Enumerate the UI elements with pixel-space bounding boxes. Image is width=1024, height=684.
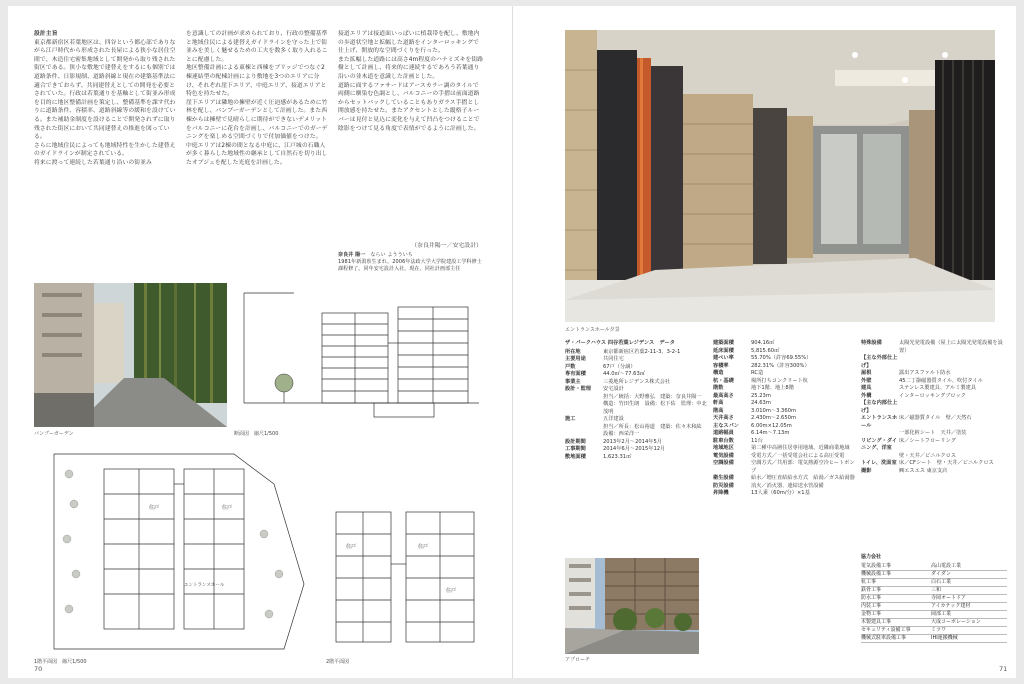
data-row-key: 延床面積	[713, 347, 734, 354]
cooperating-companies	[861, 554, 1007, 643]
data-row-key: 軒高	[713, 400, 724, 406]
page-number-left: 70	[34, 665, 43, 673]
data-row-key: 容積率	[713, 362, 729, 369]
data-row-value: RC造	[751, 370, 764, 376]
data-row-value: 6.00m×12.05m	[751, 422, 792, 429]
data-row-value: 904.16㎡	[751, 340, 775, 346]
data-row	[713, 460, 855, 475]
author-bio-text: 1981年新潟県生まれ。2006年法政大学大学院建設工学科修士課程修了。同年安宅設計入社。現在、同社計画部主任	[338, 259, 482, 272]
coop-trade: 機械式駐車設備工事	[861, 635, 907, 641]
coop-title: 協力会社	[861, 554, 882, 560]
plan2-label-3: 住戸	[446, 588, 457, 594]
coop-trade: 木製建具工事	[861, 619, 892, 625]
data-row-value	[899, 355, 1007, 370]
photo-caption-bamboo: バンブーガーデン	[34, 431, 74, 437]
data-row-key: 空調設備	[713, 460, 734, 466]
plan2-label-1: 住戸	[346, 544, 357, 550]
data-row-key: 特殊設備	[861, 340, 882, 346]
data-row-value: 25.23m	[751, 392, 771, 399]
data-row-value: 第二種中高層住居専用地域、近隣商業地域	[751, 445, 850, 451]
data-row	[565, 356, 707, 364]
coop-row	[861, 611, 1007, 619]
data-row-value: 五洋建設	[603, 416, 624, 422]
data-row-key: 建具	[861, 385, 872, 391]
second-floor-plan	[326, 504, 486, 652]
data-row-value: 共同住宅	[603, 356, 624, 362]
coop-row	[861, 603, 1007, 611]
data-row	[565, 371, 707, 379]
data-row	[861, 393, 1007, 401]
data-row	[861, 430, 1007, 438]
approach-photo-caption: アプローチ	[565, 657, 591, 663]
data-row-value: 給水／増圧直結給水方式 給湯／ガス給湯器	[751, 475, 855, 481]
data-row-value: 6.14m〜7.13m	[751, 430, 790, 436]
data-row-value: 2013年2月〜2014年5月	[603, 438, 662, 445]
data-row-value: 床／CFシート 壁・天井／ビニルクロス	[899, 460, 994, 466]
data-row	[713, 483, 855, 491]
data-row-key: 駐車台数	[713, 437, 734, 444]
magazine-spread	[8, 6, 1016, 678]
entrance-hall-photo	[565, 30, 995, 322]
text-column-2	[186, 30, 328, 168]
data-row-key: 主要用途	[565, 356, 586, 362]
coop-company: 大成コーポレーション	[931, 619, 981, 625]
data-row-value: 安宅設計	[603, 386, 624, 392]
coop-row	[861, 635, 1007, 643]
data-row-value: 構造：竹田生朗 設備：松下佑 監理：中北茂明	[603, 401, 707, 415]
data-row-value: 11台	[751, 437, 763, 444]
data-row	[713, 430, 855, 438]
author-signature: （奈良井陽一／安宅設計）	[411, 243, 482, 249]
data-row-value: 55.70%（許容69.55%）	[751, 355, 812, 361]
data-row	[713, 363, 855, 371]
right-page	[512, 6, 1016, 678]
data-row-value: 消火／消火器、連結送水管設備	[751, 482, 824, 489]
author-name: 奈良井 陽一	[338, 252, 366, 258]
coop-company: 寺岡オートドア	[931, 595, 966, 601]
coop-trade: 機械設備工事	[861, 571, 892, 577]
coop-trade: 金物工事	[861, 611, 882, 617]
data-row-key: 工事期間	[565, 446, 586, 452]
data-row	[713, 340, 855, 348]
data-row-key: 所在地	[565, 348, 581, 355]
data-row	[861, 340, 1007, 355]
coop-row	[861, 619, 1007, 627]
data-row-key	[861, 453, 899, 461]
data-row-value: 担当／所長：松山裕道 建築：佐々木和紘 設備：西栄洋一	[603, 423, 707, 437]
coop-trade: 鉄骨工事	[861, 587, 882, 593]
data-row-value: 東京都新宿区若葉2-11-3、3-2-1	[603, 348, 681, 355]
data-row	[861, 355, 1007, 370]
coop-row	[861, 595, 1007, 603]
data-row	[861, 468, 1007, 476]
data-row	[565, 394, 707, 402]
coop-row	[861, 579, 1007, 587]
data-row-value: 282.31%（許容300%）	[751, 362, 810, 369]
data-row-key: 最高高さ	[713, 392, 734, 399]
data-row-key: 主なスパン	[713, 422, 739, 429]
data-row-key: 天井高さ	[713, 415, 734, 421]
text-column-3	[338, 30, 484, 133]
data-row-key	[565, 401, 603, 416]
data-row	[861, 415, 1007, 430]
data-row	[713, 453, 855, 461]
data-row	[713, 415, 855, 423]
data-row-key	[565, 394, 603, 402]
coop-row	[861, 587, 1007, 595]
data-row	[861, 400, 1007, 415]
section-drawing	[234, 283, 486, 427]
data-row	[565, 379, 707, 387]
data-row-key	[861, 430, 899, 438]
data-row-value: ステンレス製建具、アルミ製建具	[899, 385, 976, 391]
data-row-key: 施工	[565, 416, 576, 422]
second-floor-plan-caption: 2階平面図	[326, 659, 350, 665]
data-row-key: 電気設備	[713, 452, 734, 459]
data-row	[861, 438, 1007, 453]
data-row-value: 3.010m〜3.360m	[751, 407, 796, 414]
coop-company: 岡部工業	[931, 611, 952, 617]
project-data-col-3	[861, 340, 1007, 475]
data-row-value: 67戸（分譲）	[603, 363, 636, 370]
data-row	[713, 348, 855, 356]
data-row-value: 地下1階、地上8階	[751, 385, 794, 391]
data-row	[713, 408, 855, 416]
data-row	[861, 378, 1007, 386]
data-row	[713, 400, 855, 408]
hero-photo-caption: エントランスホール夕景	[565, 327, 620, 333]
coop-trade: 防水工事	[861, 595, 882, 601]
data-row-key: 【主な外部仕上げ】	[861, 355, 898, 369]
coop-company: 白石工業	[931, 579, 952, 585]
data-row-value: 三菱地所レジデンス株式会社	[603, 378, 671, 385]
data-row	[565, 401, 707, 416]
data-row-value: 場所打ちコンクリート杭	[751, 377, 808, 384]
data-row-key: 敷地面積	[565, 453, 586, 460]
left-page	[8, 6, 508, 678]
section-heading: 設計主旨	[34, 31, 58, 37]
data-row	[713, 423, 855, 431]
coop-company: 三和	[931, 587, 942, 593]
data-row-key: 防災設備	[713, 482, 734, 489]
text-column-1	[34, 30, 176, 168]
data-row-value: 一部化粧シート 天井／塗装	[899, 430, 967, 436]
data-row	[713, 445, 855, 453]
coop-row	[861, 563, 1007, 571]
plan1-label-2: 住戸	[222, 505, 233, 511]
data-row-key: 衛生設備	[713, 475, 734, 481]
data-row-key: 階高	[713, 407, 724, 414]
data-row-key: 階数	[713, 385, 724, 391]
coop-trade: 電気設備工事	[861, 563, 892, 569]
data-row-value: 太陽光発電設備（屋上に太陽光発電設備を設置）	[899, 340, 1003, 354]
first-floor-plan-caption: 1階平面図 縮尺1/500	[34, 659, 87, 665]
approach-photo	[565, 558, 699, 654]
page-number-right: 71	[999, 665, 1008, 673]
data-row	[713, 370, 855, 378]
body-text-2: を意識しての計画が求められており、行政の整備基準と地域住民による建替えガイドラインを守った上で街並みを美しく魅せるための工夫を数多く取り入れることに配慮した。 地区整備計画による東棟と西棟をブリッジでつなぐ2棟連結型の配棟計画により敷地を3つのエリアに分け、それぞれ崖下エリア、中庭エリア、接道エリアと特色を持たせた。 崖下エリアは隣地の擁壁が近く圧迫感があるために竹林を配し、バンブーガーデンとして計画した。また西棟からは擁壁で見晴らしに期待ができないデメリットをバルコニーに花台を計画し、バルコニーでのガーデニングを楽しめる空間づくりで付加価値をつけた。 中庭エリアは2棟の間となる中庭に、江戸城の石職人が多く暮らした地域性の継承として自然石を切り出したオブジェを配した光庭を計画した。	[186, 31, 328, 166]
data-row	[713, 475, 855, 483]
project-data-col-1	[565, 340, 707, 461]
coop-company: アイカテック建材	[931, 603, 971, 609]
data-row-value: インターロッキングブロック	[899, 392, 966, 399]
data-row-key: エントランスホール	[861, 415, 898, 429]
data-row	[861, 453, 1007, 461]
coop-company: 高山電設工業	[931, 563, 962, 569]
data-row-key: 道路幅員	[713, 430, 734, 436]
data-row-key: 外壁	[861, 377, 872, 384]
coop-row	[861, 571, 1007, 579]
data-row-key: 屋根	[861, 370, 872, 376]
data-row-value: 床／シートフローリング	[899, 437, 956, 444]
data-row-value: 2014年6月〜2015年12月	[603, 446, 666, 452]
data-row	[861, 460, 1007, 468]
data-row-key: 撮影	[861, 467, 872, 474]
data-row-value: 担当／統括：大野雅弘 建築：奈良井陽一	[603, 393, 702, 400]
data-row-value: 1,623.31㎡	[603, 453, 632, 460]
body-text-3: 接道エリアは接道面いっぱいに植栽帯を配し、敷地内の歩道状空地と拡幅した道路をインターロッキングで仕上げ、開放的な空間づくりを行った。 また拡幅した道路には高さ4m程度のハナミズキを街路樹として計画し、将来的に連続するであろう若葉通り沿いの並木道を意識した計画とした。 道路に面するファサードはアースカラー調のタイルで両側に馴染む色調とし、バルコニーの手摺は前面道路からセットバックしていることもありガラス手摺とし開放感を持たせた。またアクセントとした縦格子ルーバーは見付と見込に変化を与えて凹凸をつけることで陰影をつけて見る角度で表情がでるように計画した。	[338, 31, 484, 132]
coop-company: ダイダン	[931, 571, 951, 577]
data-row-key: 外構	[861, 392, 872, 399]
coop-company: ミツワ	[931, 627, 947, 633]
author-bio	[338, 252, 484, 273]
data-row	[713, 438, 855, 446]
data-row-key: 建築面積	[713, 340, 734, 346]
data-row-value: 壁・天井／ビニルクロス	[899, 452, 956, 459]
data-row-value: ㈱エスエス 東京支店	[899, 467, 948, 474]
data-row	[861, 370, 1007, 378]
data-row-value: 45二丁掛磁器質タイル、吹付タイル	[899, 377, 983, 384]
data-row-key: リビング・ダイニング、洋室	[861, 437, 898, 451]
data-row	[565, 364, 707, 372]
author-kana: ならい ようういち	[370, 252, 413, 258]
data-row-key: 【主な内部仕上げ】	[861, 400, 898, 414]
data-row-value: 24.63m	[751, 400, 771, 406]
data-row	[713, 490, 855, 498]
data-row-value: 露出アスファルト防水	[899, 370, 951, 376]
coop-trade: セキュリティ設備工事	[861, 627, 911, 633]
data-row-key: 設計・監理	[565, 386, 591, 392]
data-row-value: 2.430m〜2.650m	[751, 415, 796, 421]
data-row-value: 空調方式／共用部：電気熱源空冷ヒートポンプ	[751, 460, 855, 474]
data-row	[565, 416, 707, 424]
data-row-key: 構造	[713, 370, 724, 376]
project-data-col-2	[713, 340, 855, 498]
data-row-key: 事業主	[565, 378, 581, 385]
data-row	[565, 454, 707, 462]
data-row-key: 昇降機	[713, 490, 729, 496]
data-row-value: 受電方式／一括受電会社による高圧受電	[751, 452, 845, 459]
coop-trade: 杭工事	[861, 579, 877, 585]
data-row-key	[565, 424, 603, 439]
plan1-label-1: 住戸	[149, 505, 160, 511]
bamboo-garden-photo	[34, 283, 227, 427]
data-row	[565, 349, 707, 357]
data-row	[713, 393, 855, 401]
coop-row	[861, 627, 1007, 635]
data-row-value: 5,815.60㎡	[751, 347, 780, 354]
data-row-key: 専有面積	[565, 371, 586, 377]
data-row	[565, 386, 707, 394]
section-drawing-caption: 断面図 縮尺1/500	[234, 431, 279, 437]
coop-trade: 内装工事	[861, 603, 882, 609]
data-row-value: 床／磁器質タイル 壁／天然石	[899, 415, 972, 421]
plan1-label-3: エントランスホール	[184, 583, 225, 588]
data-row-value: 44.0㎡〜77.63㎡	[603, 371, 645, 377]
data-row-value	[899, 400, 1007, 415]
data-row-value: 13人乗（60m/分）×1基	[751, 490, 810, 496]
data-row-key: 杭・基礎	[713, 377, 734, 384]
data-row-key: 設計期間	[565, 438, 586, 445]
plan2-label-2: 住戸	[418, 544, 429, 550]
data-row	[713, 378, 855, 386]
data-row	[565, 446, 707, 454]
data-row	[565, 424, 707, 439]
first-floor-plan	[34, 444, 320, 656]
data-row	[565, 439, 707, 447]
data-row-key: 戸数	[565, 363, 576, 370]
data-row-key: 建ぺい率	[713, 355, 734, 361]
data-row-key: トイレ、洗面室	[861, 460, 897, 466]
data-row	[861, 385, 1007, 393]
body-text-1: 東京都新宿区若葉地区は、四谷という都心部でありながら江戸時代から形成された長屋による狭小な居住空間で、木造住宅密集地域として開発から取り残された街区である。狭小な敷地で建替えをするにも個別では道路条件、日影規制、道路斜線と現在の建築基準法に適合できておらず、共同建替えとしての開発を必要とされていた。行政は若葉通りを基軸として街並み形成を目的に地区整備計画を策定し、整備基準を課す代わりに道路条件、容積率、道路斜線等の緩和を設けている。また補助金制度を設けることで開発されずに取り残された街区において共同建替えの推進を図っている。 さらに地域住民によっても地域特性を生かした建替えのガイドラインが制定されている。 将来に渡って連続した若葉通り沿いの街並み	[34, 39, 176, 166]
data-row	[713, 355, 855, 363]
data-row-key: 地域地区	[713, 445, 734, 451]
data-title: ザ・パークハウス 四谷若葉レジデンス データ	[565, 340, 675, 346]
coop-company: IHI運搬機械	[931, 635, 958, 641]
data-row	[713, 385, 855, 393]
